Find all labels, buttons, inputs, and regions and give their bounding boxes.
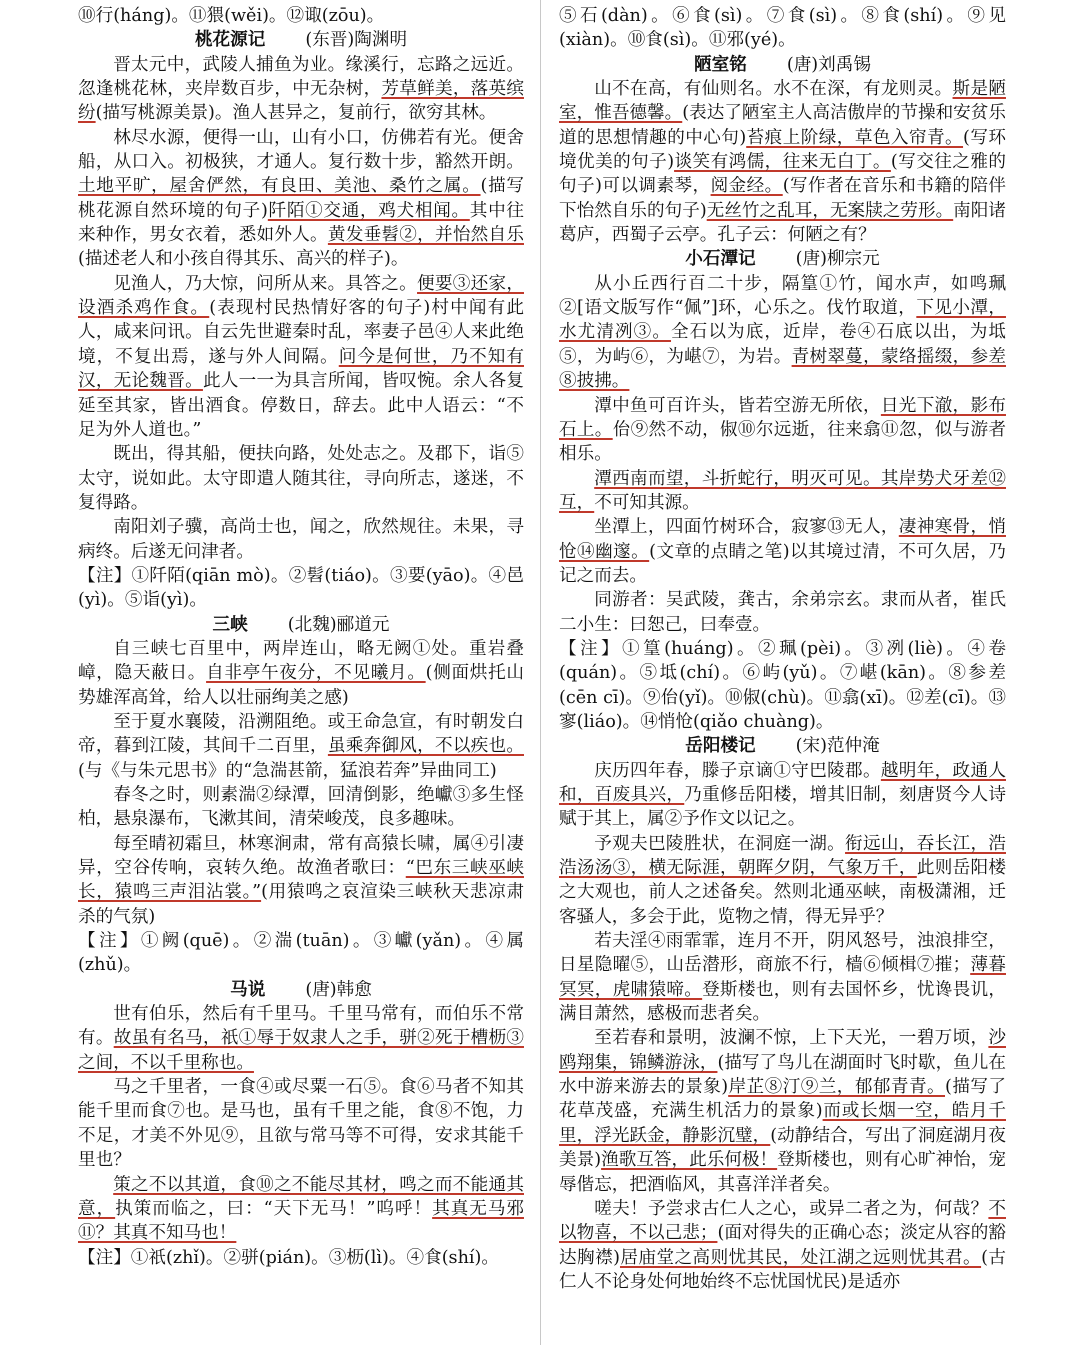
underlined-sentence: 越明年，政通人和，百废具兴， bbox=[559, 760, 1006, 805]
text-run: 登斯楼也，则有去国怀乡，忧谗畏讥，满目萧然，感极而悲者矣。 bbox=[559, 979, 1006, 1025]
annotation: (文章的点睛之笔)以其境过清，不可久居，乃记之而去。 bbox=[559, 541, 1006, 586]
paragraph bbox=[559, 929, 1006, 1026]
paragraph bbox=[559, 272, 1006, 394]
text-run: 其中往来种作，男女衣着，悉如外人。 bbox=[78, 200, 524, 246]
annotation: (面对得失的正确心态；淡定从容的豁达胸襟) bbox=[559, 1223, 1006, 1268]
annotation: (写环境优美的句子) bbox=[559, 127, 1006, 173]
essay-title: 马说 bbox=[230, 978, 266, 1000]
text-run: 不可知其源。 bbox=[594, 492, 700, 513]
text-run: (描写桃源美景)。渔人甚异之，复前行，欲穷其林。 bbox=[95, 103, 497, 124]
footnote: 【注】①阡陌(qiān mò)。②髫(tiáo)。③要(yāo)。④邑(yì)。⑤诣(yì)。 bbox=[78, 565, 524, 611]
text-run: 登斯楼也，则有心旷神怡，宠辱偕忘，把酒临风，其喜洋洋者矣。 bbox=[559, 1150, 1006, 1195]
underlined-sentence: 土地平旷，屋舍俨然，有良田、美池、桑竹之属。 bbox=[78, 176, 481, 197]
left-column bbox=[78, 4, 524, 1270]
annotation: (描写桃花源自然环境的句子) bbox=[78, 176, 524, 221]
underlined-sentence: 岸芷⑧汀⑨兰，郁郁青青。 bbox=[728, 1077, 946, 1098]
annotation: (表现村民热情好客的句子)村中闻有此人，咸来问讯。自云先世避秦时乱，率妻子邑④人来此绝境，不复出焉，遂与外人间隔。 bbox=[78, 298, 524, 367]
underlined-sentence: 问今是何世，乃不知有汉，无论魏晋。 bbox=[78, 346, 524, 392]
annotation: (表达了陋室主人高洁傲岸的节操和安贫乐道的思想情趣的中心句) bbox=[559, 103, 1006, 148]
title-loushiming bbox=[559, 53, 1006, 77]
underlined-sentence: 阅金经。 bbox=[710, 176, 783, 197]
annotation: (古仁人不论身处何地始终不忘忧国忧民)是适亦 bbox=[559, 1247, 1006, 1292]
paragraph bbox=[559, 515, 1006, 588]
essay-title: 三峡 bbox=[212, 613, 248, 635]
essay-author: (东晋)陶渊明 bbox=[305, 30, 408, 51]
top-note: ⑩行(háng)。⑪猥(wěi)。⑫诹(zōu)。 bbox=[78, 6, 385, 26]
text-run: 坐潭上，四面竹树环合，寂寥⑬无人， bbox=[594, 517, 899, 538]
underlined-sentence: 便要③还家，设酒杀鸡作食。 bbox=[78, 273, 524, 319]
underlined-sentence: 苔痕上阶绿，草色入帘青。 bbox=[746, 127, 964, 148]
paragraph bbox=[559, 1197, 1006, 1294]
underlined-sentence: 下见小潭，水尤清冽③。 bbox=[559, 298, 1006, 343]
text-run: 林尽水源，便得一山，山有小口，仿佛若有光。便舍船，从口入。初极狭，才通人。复行数十步，豁然开朗。 bbox=[78, 127, 524, 173]
essay-author: (唐)韩愈 bbox=[305, 979, 372, 1000]
underlined-sentence: 虽乘奔御风，不以疾也。 bbox=[327, 736, 524, 757]
text-run: 从小丘西行百二十步，隔篁①竹，闻水声，如鸣珮②[语文版写作“佩”]环，心乐之。伐竹取道， bbox=[559, 273, 1006, 319]
title-yueyanglouji bbox=[559, 734, 1006, 758]
annotation: (写作者在音乐和书籍的陪伴下怡然自乐的句子) bbox=[559, 176, 1006, 221]
underlined-sentence: 谈笑有鸿儒，往来无白丁。 bbox=[674, 152, 891, 173]
text-run: 晋太元中，武陵人捕鱼为业。缘溪行，忘路之远近。忽逢桃花林，夹岸数百步，中无杂树， bbox=[78, 54, 524, 100]
essay-author: (唐)刘禹锡 bbox=[786, 54, 871, 75]
text-run: 自三峡七百里中，两岸连山，略无阙①处。重岩叠嶂，隐天蔽日。 bbox=[78, 638, 524, 684]
underlined-sentence: 其真无马邪⑪？其真不知马也！ bbox=[78, 1198, 524, 1244]
title-xiaoshitanji bbox=[559, 247, 1006, 271]
text-run: 潭中鱼可百许头，皆若空游无所依， bbox=[594, 395, 881, 416]
underlined-sentence: 凄神寒骨，悄怆⑭幽邃。 bbox=[559, 517, 1006, 562]
underlined-sentence: 居庙堂之高则忧其民，处江湖之远则忧其君。 bbox=[619, 1247, 982, 1268]
paragraph bbox=[78, 1173, 524, 1246]
underlined-sentence: 沙鸥翔集，锦鳞游泳， bbox=[559, 1028, 1006, 1073]
footnote: 【注】①篁(huáng)。②珮(pèi)。③冽(liè)。④卷(quán)。⑤坻(chí)。⑥屿(yǔ)。⑦嵁(kān)。⑧参差(cēn cī)。⑨佁(yǐ)。⑩俶(chù)。⑪翕(xī)。⑫差(cī)。⑬寥(liáo)。⑭悄怆(qiǎo chuàng)。 bbox=[559, 638, 1006, 732]
text-run: 执策而临之，曰：“天下无马！”呜呼！ bbox=[115, 1198, 433, 1219]
paragraph bbox=[78, 832, 524, 929]
essay-title: 陋室铭 bbox=[694, 53, 747, 75]
paragraph bbox=[78, 710, 524, 783]
text-run: 至于夏水襄陵，沿溯阻绝。或王命急宣，有时朝发白帝，暮到江陵，其间千二百里， bbox=[78, 711, 524, 757]
underlined-sentence: “巴东三峡巫峡长，猿鸣三声泪沾裳。” bbox=[78, 858, 524, 903]
text-run: 世有伯乐，然后有千里马。千里马常有，而伯乐不常有。 bbox=[78, 1004, 524, 1049]
underlined-sentence: 黄发垂髫②，并怡然自乐 bbox=[327, 225, 524, 246]
annotation: (描述老人和小孩自得其乐、高兴的样子)。 bbox=[78, 249, 409, 270]
text-run: 予观夫巴陵胜状，在洞庭一湖。 bbox=[594, 833, 846, 854]
text-run: 每至晴初霜旦，林寒涧肃，常有高猿长啸，属④引凄异，空谷传响，哀转久绝。故渔者歌曰： bbox=[78, 833, 524, 879]
footnote: 【注】①祇(zhǐ)。②骈(pián)。③枥(lì)。④食(shí)。 bbox=[78, 1247, 499, 1268]
title-sanxia bbox=[78, 613, 524, 637]
paragraph bbox=[78, 126, 524, 272]
text-run: 山不在高，有仙则名。水不在深，有龙则灵。 bbox=[594, 79, 953, 100]
essay-author: (唐)柳宗元 bbox=[795, 249, 880, 270]
text-run: 嗟夫！予尝求古仁人之心，或异二者之为，何哉？ bbox=[594, 1198, 989, 1219]
text-run: 乃重修岳阳楼，增其旧制，刻唐贤今人诗赋于其上，属②予作文以记之。 bbox=[559, 785, 1006, 830]
underlined-sentence: 无丝竹之乱耳，无案牍之劳形。 bbox=[706, 200, 954, 221]
annotation: (动静结合，写出了洞庭湖月夜美景) bbox=[559, 1125, 1006, 1171]
underlined-sentence: 阡陌①交通，鸡犬相闻。 bbox=[267, 200, 470, 221]
paragraph bbox=[559, 832, 1006, 929]
title-mashuo bbox=[78, 978, 524, 1002]
top-note: ⑤石(dàn)。⑥食(sì)。⑦食(sì)。⑧食(shí)。⑨见(xiàn)。⑩食(sì)。⑪邪(yé)。 bbox=[559, 6, 1006, 51]
text-run: 见渔人，乃大惊，问所从来。具答之。 bbox=[113, 273, 418, 294]
underlined-sentence: 而或长烟一空，皓月千里，浮光跃金，静影沉璧， bbox=[559, 1101, 1006, 1146]
underlined-sentence: 渔歌互答，此乐何极！ bbox=[601, 1150, 778, 1171]
underlined-sentence: 策之不以其道，食⑩之不能尽其材，鸣之而不能通其意， bbox=[78, 1174, 524, 1219]
underlined-sentence: 自非亭午夜分，不见曦月。 bbox=[206, 663, 426, 684]
paragraph bbox=[78, 53, 524, 126]
underlined-sentence: 芳草鲜美，落英缤纷 bbox=[78, 79, 524, 124]
essay-title: 岳阳楼记 bbox=[685, 735, 756, 757]
paragraph: 马之千里者，一食④或尽粟一石⑤。食⑥马者不知其能千里而食⑦也。是马也，虽有千里之能，食⑧不饱，力不足，才美不外见⑨，且欲与常马等不可得，安求其能千里也？ bbox=[78, 1077, 524, 1171]
paragraph: 既出，得其船，便扶向路，处处志之。及郡下，诣⑤太守，说如此。太守即遣人随其往，寻向所志，遂迷，不复得路。 bbox=[78, 444, 524, 513]
paragraph bbox=[559, 467, 1006, 516]
text-run: 全石以为底，近岸，卷④石底以出，为坻⑤，为屿⑥，为嵁⑦，为岩。 bbox=[559, 322, 1006, 367]
text-run: 此则岳阳楼之大观也，前人之述备矣。然则北通巫峡，南极潇湘，迁客骚人，多会于此，览物之情，得无异乎？ bbox=[559, 858, 1006, 927]
paragraph bbox=[559, 77, 1006, 247]
paragraph bbox=[78, 272, 524, 442]
text-run: 至若春和景明，波澜不惊，上下天光，一碧万顷， bbox=[594, 1028, 989, 1049]
underlined-sentence: 青树翠蔓，蒙络摇缀，参差⑧披拂。 bbox=[559, 346, 1006, 392]
underlined-sentence: 衔远山，吞长江，浩浩汤汤③，横无际涯，朝晖夕阴，气象万千， bbox=[559, 833, 1006, 879]
text-run: 佁⑨然不动，俶⑩尔远逝，往来翕⑪忽，似与游者相乐。 bbox=[559, 419, 1006, 465]
essay-title: 小石潭记 bbox=[685, 248, 756, 270]
paragraph: 同游者：吴武陵，龚古，余弟宗玄。隶而从者，崔氏二小生：曰恕己，曰奉壹。 bbox=[559, 590, 1006, 635]
essay-author: (宋)范仲淹 bbox=[795, 736, 880, 757]
annotation: (与《与朱元思书》的“急湍甚箭，猛浪若奔”异曲同工) bbox=[78, 760, 497, 781]
title-taohuayuanji bbox=[78, 28, 524, 52]
footnote: 【注】①阙(quē)。②湍(tuān)。③巘(yǎn)。④属(zhǔ)。 bbox=[78, 931, 524, 976]
annotation: (描写了花草茂盛，充满生机活力的景象) bbox=[559, 1077, 1006, 1122]
paragraph: 南阳刘子骥，高尚士也，闻之，欣然规往。未果，寻病终。后遂无问津者。 bbox=[78, 517, 524, 562]
paragraph bbox=[78, 1002, 524, 1075]
underlined-sentence: 日光下澈，影布石上。 bbox=[559, 395, 1006, 440]
right-column bbox=[559, 4, 1006, 1294]
underlined-sentence: 斯是陋室，惟吾德馨。 bbox=[559, 79, 1006, 124]
paragraph bbox=[559, 394, 1006, 467]
paragraph: 春冬之时，则素湍②绿潭，回清倒影，绝巘③多生怪柏，悬泉瀑布，飞漱其间，清荣峻茂，良多趣味。 bbox=[78, 785, 524, 830]
essay-title: 桃花源记 bbox=[194, 29, 266, 51]
annotation: (写交往之雅的句子)可以调素琴， bbox=[559, 152, 1006, 197]
annotation: (侧面烘托山势雄浑高耸，给人以壮丽绚美之感) bbox=[78, 663, 524, 708]
underlined-sentence: 薄暮冥冥，虎啸猿啼。 bbox=[559, 955, 1006, 1000]
column-divider bbox=[540, 0, 541, 1345]
paragraph bbox=[559, 759, 1006, 832]
text-run: 此人一一为具言所闻，皆叹惋。余人各复延至其家，皆出酒食。停数日，辞去。此中人语云：“不足为外人道也。” bbox=[78, 371, 524, 440]
text-run: 庆历四年春，滕子京谪①守巴陵郡。 bbox=[594, 760, 881, 781]
text-run: 若夫淫④雨霏霏，连月不开，阴风怒号，浊浪排空，日星隐曜⑤，山岳潜形，商旅不行，樯⑥倾楫⑦摧； bbox=[559, 931, 1006, 976]
annotation: (描写了鸟儿在湖面时飞时歇，鱼儿在水中游来游去的景象) bbox=[559, 1052, 1006, 1098]
paragraph bbox=[78, 637, 524, 710]
paragraph bbox=[559, 1026, 1006, 1196]
annotation: (用猿鸣之哀渲染三峡秋天悲凉肃杀的气氛) bbox=[78, 882, 524, 927]
text-run: 南阳诸葛庐，西蜀子云亭。孔子云：何陋之有？ bbox=[559, 200, 1006, 246]
underlined-sentence: 潭西南而望，斗折蛇行，明灭可见。其岸势犬牙差⑫互， bbox=[559, 468, 1006, 513]
underlined-sentence: 不以物喜，不以己悲； bbox=[559, 1198, 1006, 1244]
underlined-sentence: 故虽有名马，祇①辱于奴隶人之手，骈②死于槽枥③之间，不以千里称也。 bbox=[78, 1028, 524, 1073]
essay-author: (北魏)郦道元 bbox=[287, 614, 390, 635]
